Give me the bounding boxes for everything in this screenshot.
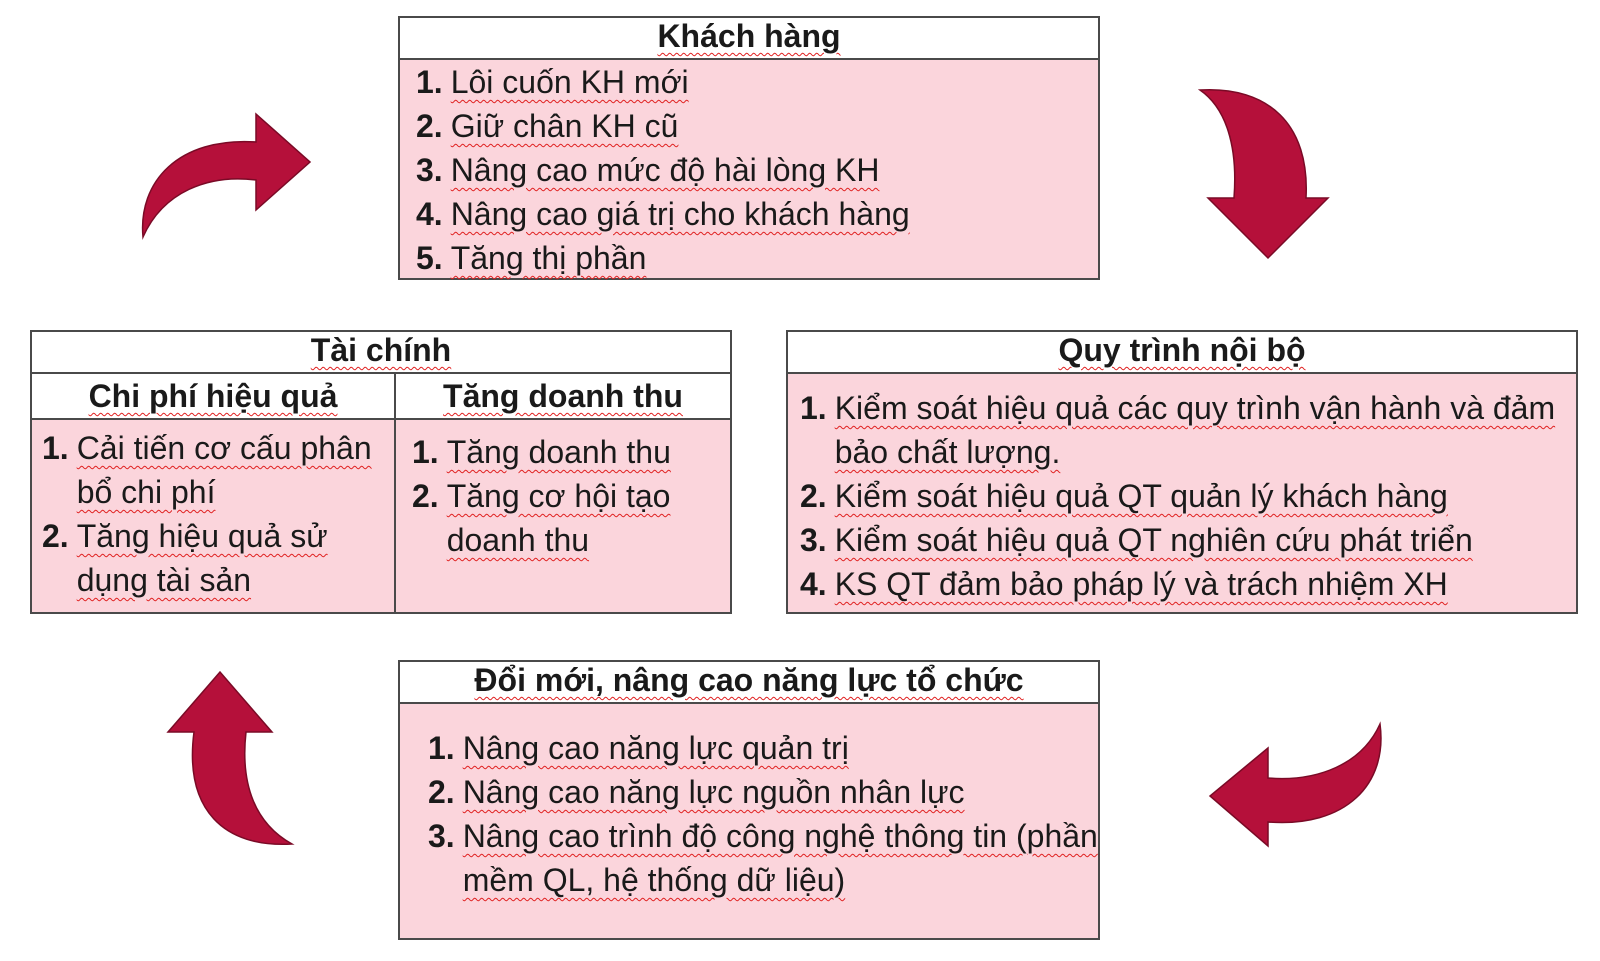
cost-efficiency-title: Chi phí hiệu quả (32, 374, 394, 420)
curved-arrow-top-right-icon (1198, 86, 1338, 266)
finance-box (30, 330, 732, 614)
revenue-growth-column (396, 374, 730, 614)
list-item: 2. Kiểm soát hiệu quả QT quản lý khách hàng (800, 478, 1448, 514)
list-item: 3. Kiểm soát hiệu quả QT nghiên cứu phát triển (800, 522, 1473, 558)
list-item: 2. Tăng hiệu quả sử dụng tài sản (42, 518, 328, 598)
list-item: 2. Tăng cơ hội tạo doanh thu (412, 478, 671, 558)
curved-arrow-top-left-icon (138, 112, 318, 242)
list-item: 1. Nâng cao năng lực quản trị (428, 730, 849, 766)
organization-title: Đổi mới, nâng cao năng lực tổ chức (400, 662, 1098, 704)
revenue-growth-list (396, 420, 730, 562)
organization-list (400, 704, 1098, 902)
finance-title: Tài chính (32, 332, 730, 374)
cost-efficiency-list (32, 420, 394, 602)
list-item: 2. Giữ chân KH cũ (416, 108, 679, 144)
revenue-growth-title: Tăng doanh thu (396, 374, 730, 420)
internal-process-box (786, 330, 1578, 614)
customer-box (398, 16, 1100, 280)
list-item: 4. KS QT đảm bảo pháp lý và trách nhiệm XH (800, 566, 1448, 602)
list-item: 3. Nâng cao mức độ hài lòng KH (416, 152, 880, 188)
cost-efficiency-column (32, 374, 396, 614)
list-item: 5. Tăng thị phần (416, 240, 647, 276)
curved-arrow-bottom-left-icon (164, 668, 304, 848)
customer-title: Khách hàng (400, 18, 1098, 60)
organization-box (398, 660, 1100, 940)
finance-columns (32, 374, 730, 614)
internal-process-list (788, 374, 1576, 606)
list-item: 1. Kiểm soát hiệu quả các quy trình vận hành và đảm bảo chất lượng. (800, 390, 1556, 470)
customer-list (400, 60, 1098, 280)
list-item: 1. Lôi cuốn KH mới (416, 64, 689, 100)
list-item: 1. Cải tiến cơ cấu phân bổ chi phí (42, 430, 372, 510)
curved-arrow-bottom-right-icon (1206, 720, 1386, 850)
internal-process-title: Quy trình nội bộ (788, 332, 1576, 374)
list-item: 1. Tăng doanh thu (412, 434, 671, 470)
list-item: 3. Nâng cao trình độ công nghệ thông tin (phần mềm QL, hệ thống dữ liệu) (428, 818, 1098, 898)
list-item: 2. Nâng cao năng lực nguồn nhân lực (428, 774, 965, 810)
list-item: 4. Nâng cao giá trị cho khách hàng (416, 196, 910, 232)
